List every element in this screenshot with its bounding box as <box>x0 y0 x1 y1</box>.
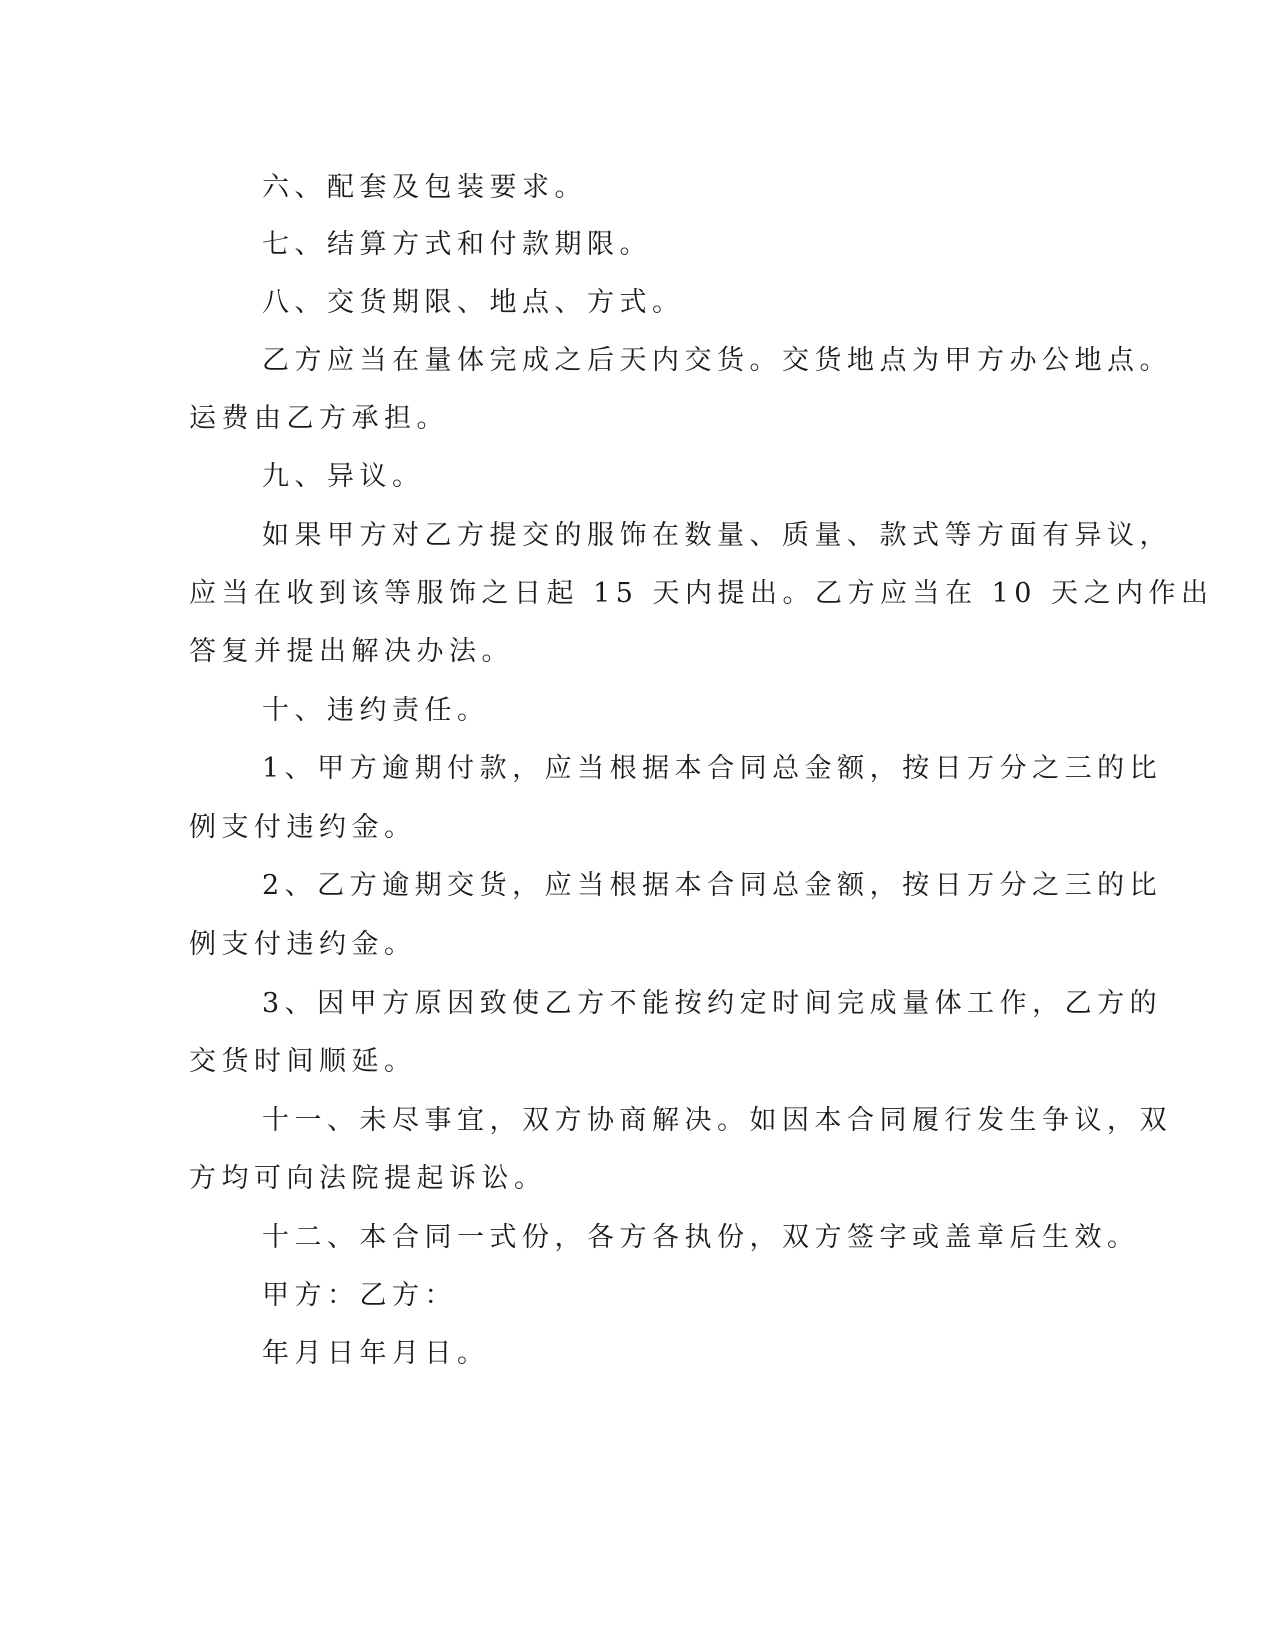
clause-7-heading: 七、结算方式和付款期限。 <box>262 229 652 260</box>
clause-10-item-3-line-2: 交货时间顺延。 <box>189 1046 417 1077</box>
clause-10-item-3-line-1: 3、因甲方原因致使乙方不能按约定时间完成量体工作，乙方的 <box>262 988 1163 1019</box>
clause-10-heading: 十、违约责任。 <box>262 695 490 726</box>
clause-12-text: 十二、本合同一式份，各方各执份，双方签字或盖章后生效。 <box>262 1222 1140 1253</box>
clause-10-item-2-line-2: 例支付违约金。 <box>189 929 417 960</box>
clause-8-heading: 八、交货期限、地点、方式。 <box>262 287 685 318</box>
clause-6-heading: 六、配套及包装要求。 <box>262 172 587 203</box>
signature-dates: 年月日年月日。 <box>262 1338 490 1369</box>
clause-10-item-1-line-2: 例支付违约金。 <box>189 812 417 843</box>
clause-8-text-line-2: 运费由乙方承担。 <box>189 403 449 434</box>
clause-9-text-line-1: 如果甲方对乙方提交的服饰在数量、质量、款式等方面有异议， <box>262 520 1172 551</box>
clause-11-line-1: 十一、未尽事宜，双方协商解决。如因本合同履行发生争议，双 <box>262 1105 1172 1136</box>
clause-9-text-line-3: 答复并提出解决办法。 <box>189 636 514 667</box>
signature-parties: 甲方：乙方： <box>262 1280 457 1311</box>
clause-11-line-2: 方均可向法院提起诉讼。 <box>189 1163 547 1194</box>
clause-10-item-1-line-1: 1、甲方逾期付款，应当根据本合同总金额，按日万分之三的比 <box>262 753 1163 784</box>
clause-9-text-line-2: 应当在收到该等服饰之日起 15 天内提出。乙方应当在 10 天之内作出 <box>189 578 1214 609</box>
clause-10-item-2-line-1: 2、乙方逾期交货，应当根据本合同总金额，按日万分之三的比 <box>262 870 1163 901</box>
clause-9-heading: 九、异议。 <box>262 461 425 492</box>
clause-8-text-line-1: 乙方应当在量体完成之后天内交货。交货地点为甲方办公地点。 <box>262 345 1172 376</box>
